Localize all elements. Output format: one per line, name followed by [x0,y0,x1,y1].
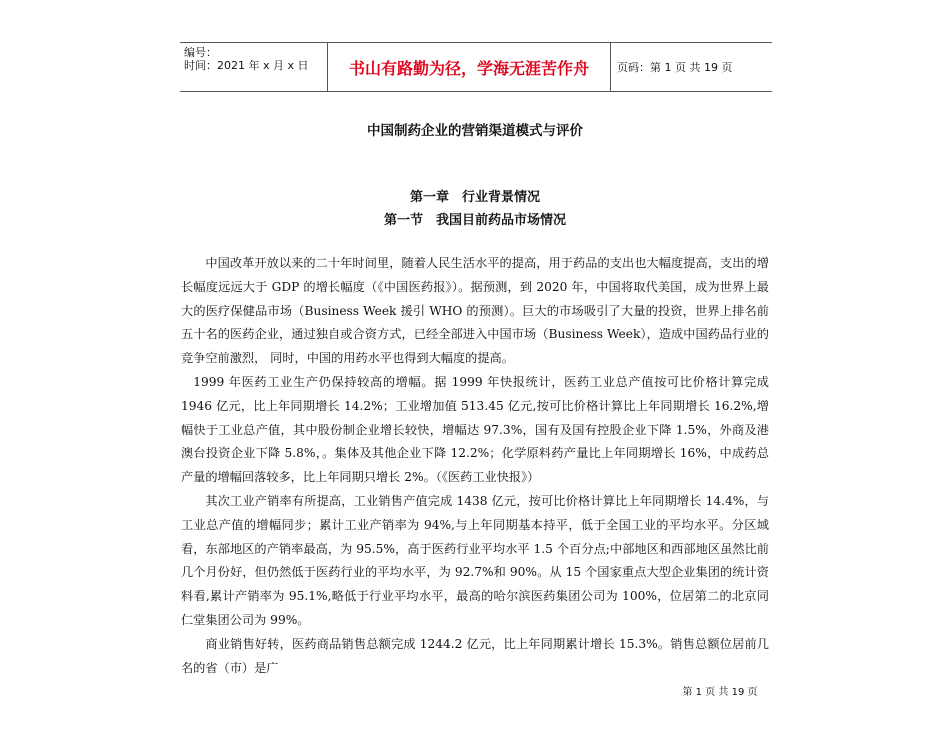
paragraph: 中国改革开放以来的二十年时间里，随着人民生活水平的提高，用于药品的支出也大幅度提高，支出的增长幅度远远大于 GDP 的增长幅度（《中国医药报》）。据预测，到 2020 年，中国将取代美国，成为世界上最大的医疗保健品市场（Business Week 援引 WHO 的预测）。巨大的市场吸引了大量的投资，世界上排名前五十名的医药企业，通过独自或合资方式，已经全部进入中国市场（Business Week），造成中国药品行业的竞争空前激烈， 同时，中国的用药水平也得到大幅度的提高。 [181,256,769,366]
header-motto: 书山有路勤为径，学海无涯苦作舟 [328,43,611,91]
document-date-label: 时间：2021 年 x 月 x 日 [184,59,309,72]
document-number-label: 编号： [184,46,217,59]
chapter-heading: 第一章 行业背景情况 [409,190,540,205]
paragraph: 商业销售好转，医药商品销售总额完成 1244.2 亿元，比上年同期累计增长 15.3%。销售总额位居前几名的省（市）是广 [181,636,769,675]
document-title: 中国制药企业的营销渠道模式与评价 [367,123,583,139]
page-header [180,42,772,92]
section-heading: 第一节 我国目前药品市场情况 [383,213,566,228]
paragraph: 其次工业产销率有所提高，工业销售产值完成 1438 亿元，按可比价格计算比上年同期增长 14.4%，与工业总产值的增幅同步；累计工业产销率为 94%,与上年同期基本持平，低于全国工业的平均水平。分区域看，东部地区的产销率最高，为 95.5%，高于医药行业平均水平 1.5 个百分点;中部地区和西部地区虽然比前几个月份好，但仍然低于医药行业的平均水平，为 92.7%和 90%。从 15 个国家重点大型企业集团的统计资料看,累计产销率为 95.1%,略低于行业平均水平，最高的哈尔滨医药集团公司为 100%，位居第二的北京同仁堂集团公司为 99%。 [181,493,769,627]
page-footer: 第 1 页 共 19 页 [682,687,758,698]
header-meta-cell [180,43,328,91]
document-body [181,252,769,680]
header-page-info: 页码：第 1 页 共 19 页 [617,61,733,74]
paragraph: 1999 年医药工业生产仍保持较高的增幅。据 1999 年快报统计，医药工业总产值按可比价格计算完成 1946 亿元，比上年同期增长 14.2%；工业增加值 513.45 亿元,按可比价格计算比上年同期增长 16.2%,增幅快于工业总产值，其中股份制企业增长较快，增幅达 97.3%，国有及国有控股企业下降 1.5%，外商及港澳台投资企业下降 5.8%，。集体及其他企业下降 12.2%；化学原料药产量比上年同期增长 16%，中成药总产量的增幅回落较多，比上年同期只增长 2%。（《医药工业快报》） [181,374,769,485]
